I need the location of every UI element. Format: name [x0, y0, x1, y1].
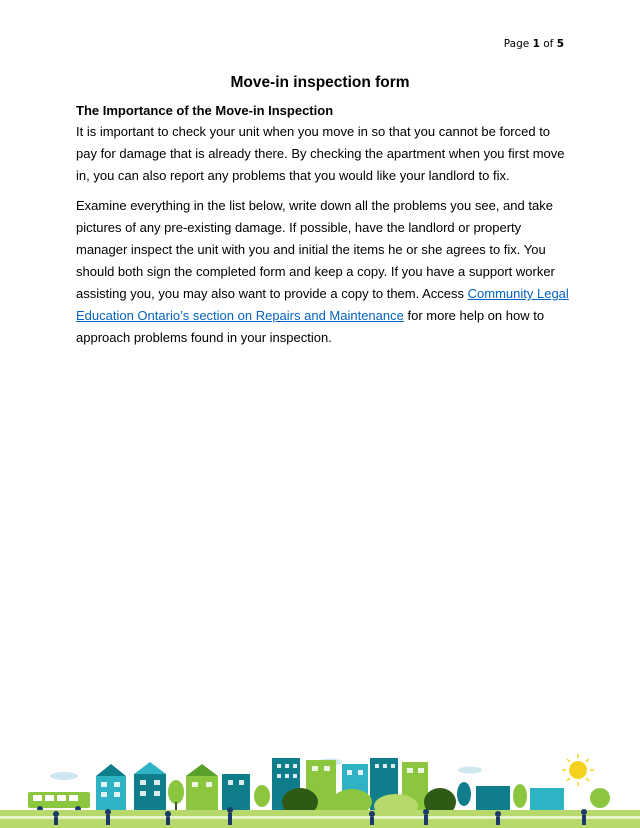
cleo-repairs-link[interactable]: Community Legal Education Ontario’s section on Repairs and Maintenance — [76, 286, 569, 323]
document-title: Move-in inspection form — [230, 74, 410, 91]
buildings — [96, 758, 564, 810]
document-body — [76, 101, 572, 357]
page-number: Page 1 of 5 — [503, 38, 564, 50]
city-skyline-illustration — [0, 748, 640, 828]
paragraph-instructions-tail: for more help on how to approach problems found in your inspection. — [76, 308, 545, 345]
bus-icon — [28, 792, 90, 812]
paragraph-instructions-text: Examine everything in the list below, write down all the problems you see, and take pictures of any pre-existing damage. If possible, have the landlord or property manager inspect the unit with you and initial the items he or she agrees to fix. You should both sign the completed form and keep a copy. If you have a support worker assisting you, you may also want to provide a copy to them. Access — [76, 198, 555, 301]
paragraph-instructions — [76, 195, 572, 349]
path-strip — [0, 816, 640, 819]
section-heading: The Importance of the Move-in Inspection — [76, 103, 334, 118]
paragraph-intro: It is important to check your unit when you move in so that you cannot be forced to pay for damage that is already there. By checking the apartment when you first move in, you can also report any problems that you would like your landlord to fix. — [76, 124, 565, 183]
sun-icon — [562, 754, 594, 786]
